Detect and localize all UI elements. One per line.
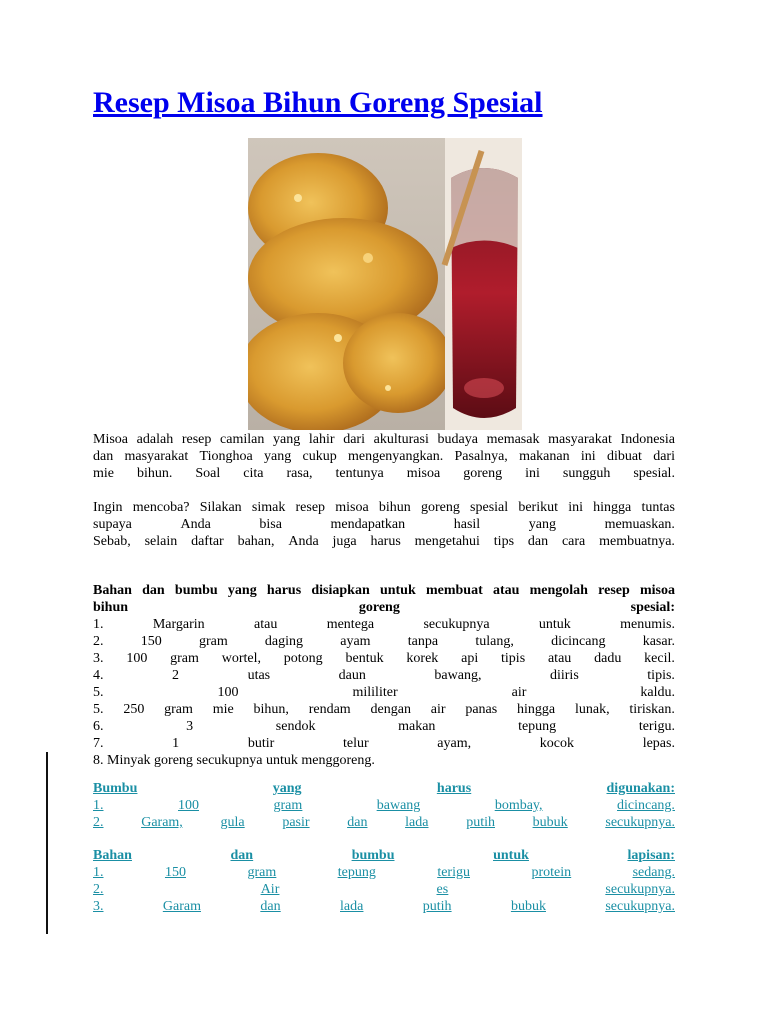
word[interactable]: secukupnya. [605, 899, 675, 914]
lapisan-item[interactable] [93, 898, 675, 915]
word: hasil [453, 517, 481, 532]
word: untuk [379, 583, 416, 598]
word: 150 [140, 634, 162, 649]
word: dan [93, 449, 114, 464]
word: resep [181, 432, 212, 447]
word: mengetahui [414, 534, 480, 549]
word: 3. [93, 651, 104, 666]
word: ini [580, 449, 596, 464]
word[interactable]: Garam [162, 899, 201, 914]
word: masyarakat [124, 449, 189, 464]
word: mencoba? [132, 500, 190, 515]
word: resep [295, 500, 326, 515]
word: supaya [93, 517, 132, 532]
word: memuaskan. [604, 517, 675, 532]
ingredient-item [93, 701, 675, 718]
word: 250 [123, 702, 145, 717]
word[interactable]: es [436, 882, 449, 897]
word: budaya [437, 432, 478, 447]
word: memasak [486, 432, 540, 447]
word[interactable]: 150 [164, 865, 186, 880]
word: tentunya [335, 466, 384, 481]
word[interactable]: putih [422, 899, 452, 914]
word: ini [568, 500, 583, 515]
word: goreng [463, 466, 503, 481]
bumbu-section[interactable] [93, 780, 675, 831]
word: dibuat [606, 449, 642, 464]
word: 5. [93, 685, 104, 700]
word[interactable]: dan [347, 815, 368, 830]
word: yang [528, 517, 556, 532]
word: atau [254, 617, 278, 632]
word: terigu. [638, 719, 675, 734]
word: adalah [136, 432, 174, 447]
word[interactable]: 2. [93, 882, 104, 897]
lapisan-section[interactable] [93, 847, 675, 915]
ingredient-item [93, 684, 675, 701]
bumbu-item[interactable] [93, 797, 675, 814]
lapisan-item[interactable] [93, 864, 675, 881]
ingredient-item [93, 667, 675, 684]
word: 5. [93, 702, 104, 717]
word[interactable]: bubuk [510, 899, 546, 914]
word: tanpa [407, 634, 439, 649]
word: mendapatkan [330, 517, 406, 532]
word[interactable]: dan [260, 899, 281, 914]
word: 2 [172, 668, 180, 683]
ingredients-section [93, 582, 675, 769]
word: atau [547, 651, 572, 666]
word: makan [398, 719, 436, 734]
word[interactable]: bubuk [532, 815, 568, 830]
bumbu-item[interactable] [93, 814, 675, 831]
page-title[interactable]: Resep Misoa Bihun Goreng Spesial [93, 86, 543, 119]
word: Ingin [93, 500, 123, 515]
word: gram [164, 702, 193, 717]
word: spesial [470, 500, 509, 515]
word[interactable]: Garam, [141, 815, 183, 830]
word[interactable]: gram [247, 865, 277, 880]
word: makanan [519, 449, 570, 464]
word: bihun, [253, 702, 289, 717]
word: Indonesia [620, 432, 675, 447]
word[interactable]: harus [436, 781, 472, 796]
word: tipis [501, 651, 526, 666]
intro-line [93, 448, 675, 465]
word: disiapkan [311, 583, 370, 598]
word: bihun. [137, 466, 173, 481]
word: butir [247, 736, 275, 751]
word: dengan [370, 702, 411, 717]
word: membuat [425, 583, 483, 598]
lapisan-item[interactable] [93, 881, 675, 898]
word: misoa [639, 583, 675, 598]
word[interactable]: bumbu [351, 848, 395, 863]
ingredients-heading [93, 582, 675, 599]
word: utas [247, 668, 271, 683]
word: misoa [406, 466, 441, 481]
word: korek [406, 651, 439, 666]
word[interactable]: Air [260, 882, 280, 897]
word: kocok [539, 736, 575, 751]
word: mentega [326, 617, 375, 632]
word: tuntas [641, 500, 675, 515]
word: bahan, [237, 534, 275, 549]
word[interactable]: dan [230, 848, 254, 863]
word[interactable]: secukupnya. [605, 882, 675, 897]
intro-line [93, 431, 675, 448]
word: akulturasi [373, 432, 429, 447]
word: simak [251, 500, 286, 515]
word: sendok [275, 719, 316, 734]
word: yang [263, 449, 292, 464]
word: goreng [358, 600, 400, 615]
word: dari [653, 449, 675, 464]
word: mililiter [352, 685, 398, 700]
word: kecil. [644, 651, 675, 666]
word: sungguh [562, 466, 611, 481]
word: lunak, [574, 702, 610, 717]
word: wortel, [221, 651, 261, 666]
word[interactable]: Bahan [93, 848, 132, 863]
word: Sebab, [93, 534, 131, 549]
para-line [93, 516, 675, 533]
word: hingga [593, 500, 632, 515]
word[interactable]: untuk [493, 848, 529, 863]
word: 7. [93, 736, 104, 751]
word: ini [525, 466, 540, 481]
word: spesial: [630, 600, 675, 615]
word: ayam, [437, 736, 472, 751]
word: Anda [180, 517, 211, 532]
word: api [461, 651, 479, 666]
word[interactable]: 1. [93, 798, 104, 813]
left-margin-rule [46, 752, 48, 934]
ingredient-item: 8. Minyak goreng secukupnya untuk menggoreng. [93, 753, 375, 768]
word: resep [598, 583, 630, 598]
word[interactable]: bombay, [494, 798, 543, 813]
word: tiriskan. [629, 702, 675, 717]
bumbu-heading[interactable] [93, 780, 675, 797]
word: cukup [302, 449, 337, 464]
word: Pasalnya, [454, 449, 508, 464]
word: air [511, 685, 527, 700]
recipe-photo [248, 138, 522, 430]
second-paragraph [93, 499, 675, 550]
word: bentuk [345, 651, 384, 666]
word: Tionghoa [199, 449, 253, 464]
word: bumbu [174, 583, 218, 598]
word: tepung [518, 719, 557, 734]
word: misoa [335, 500, 369, 515]
word: Soal [195, 466, 221, 481]
word: atau [492, 583, 520, 598]
word: cara [561, 534, 586, 549]
ingredient-item [93, 633, 675, 650]
word: ayam [340, 634, 371, 649]
word: menumis. [620, 617, 675, 632]
ingredient-item [93, 718, 675, 735]
word[interactable]: 100 [178, 798, 199, 813]
word: yang [227, 583, 257, 598]
word: 1. [93, 617, 104, 632]
word: rendam [308, 702, 351, 717]
word[interactable]: sedang. [632, 865, 675, 880]
word[interactable]: terigu [437, 865, 470, 880]
word: bihun [93, 600, 129, 615]
word: dari [343, 432, 365, 447]
fried-misoa-image [248, 138, 522, 430]
word: yang [273, 432, 301, 447]
word: hingga [517, 702, 556, 717]
word: harus [266, 583, 302, 598]
word: 100 [217, 685, 239, 700]
para-line [93, 499, 675, 516]
word[interactable]: pasir [282, 815, 310, 830]
word[interactable]: tepung [337, 865, 376, 880]
word: mie [93, 466, 114, 481]
para-line [93, 533, 675, 550]
word: Misoa [93, 432, 128, 447]
intro-line [93, 465, 675, 482]
word[interactable]: gula [220, 815, 245, 830]
word: lahir [308, 432, 335, 447]
word[interactable]: gram [273, 798, 303, 813]
word: secukupnya [423, 617, 490, 632]
word[interactable]: secukupnya. [605, 815, 675, 830]
word[interactable]: protein [531, 865, 572, 880]
word[interactable]: dicincang. [617, 798, 675, 813]
ingredient-item [93, 650, 675, 667]
word[interactable]: Bumbu [93, 781, 138, 796]
word: dan [527, 534, 549, 549]
word[interactable]: digunakan: [606, 781, 675, 796]
word: kaldu. [640, 685, 675, 700]
word[interactable]: putih [466, 815, 495, 830]
word: 6. [93, 719, 104, 734]
word[interactable]: lada [340, 899, 364, 914]
word: Bahan [93, 583, 132, 598]
lapisan-heading[interactable] [93, 847, 675, 864]
word[interactable]: 1. [93, 865, 104, 880]
word: juga [332, 534, 357, 549]
word: membuatnya. [599, 534, 675, 549]
word: dan [142, 583, 165, 598]
word[interactable]: yang [272, 781, 302, 796]
word: 2. [93, 634, 104, 649]
word: camilan [220, 432, 265, 447]
word: tips [493, 534, 515, 549]
word: 1 [172, 736, 180, 751]
word: rasa, [286, 466, 313, 481]
ingredient-item [93, 616, 675, 633]
word: dadu [594, 651, 622, 666]
word: kasar. [642, 634, 675, 649]
word: daftar [191, 534, 224, 549]
word[interactable]: lada [405, 815, 429, 830]
word: panas [465, 702, 498, 717]
word: masyarakat [548, 432, 612, 447]
word: diiris [549, 668, 579, 683]
word: goreng [420, 500, 460, 515]
word: berikut [518, 500, 558, 515]
word: telur [342, 736, 369, 751]
word: spesial. [633, 466, 675, 481]
word: gram [198, 634, 228, 649]
word: 100 [126, 651, 148, 666]
word: air [430, 702, 446, 717]
word: Margarin [152, 617, 205, 632]
word: mengolah [529, 583, 588, 598]
word[interactable]: lapisan: [627, 848, 675, 863]
word: Anda [288, 534, 319, 549]
word: tulang, [475, 634, 514, 649]
word: potong [283, 651, 323, 666]
word: daging [264, 634, 304, 649]
word: selain [144, 534, 178, 549]
word[interactable]: bawang [376, 798, 421, 813]
word: 3 [186, 719, 194, 734]
word: 4. [93, 668, 104, 683]
word: Silakan [199, 500, 242, 515]
word: mie [212, 702, 234, 717]
word: tipis. [647, 668, 675, 683]
word: lepas. [642, 736, 675, 751]
intro-paragraph [93, 431, 675, 482]
ingredient-item [93, 735, 675, 752]
word: mengenyangkan. [347, 449, 444, 464]
word[interactable]: 3. [93, 899, 104, 914]
word: daun [338, 668, 366, 683]
word[interactable]: 2. [93, 815, 104, 830]
word: bawang, [434, 668, 482, 683]
word: dicincang [551, 634, 606, 649]
ingredients-heading [93, 599, 675, 616]
word: harus [370, 534, 401, 549]
word: cita [243, 466, 264, 481]
word: gram [170, 651, 199, 666]
word: bihun [378, 500, 411, 515]
word: bisa [259, 517, 282, 532]
word: untuk [538, 617, 571, 632]
